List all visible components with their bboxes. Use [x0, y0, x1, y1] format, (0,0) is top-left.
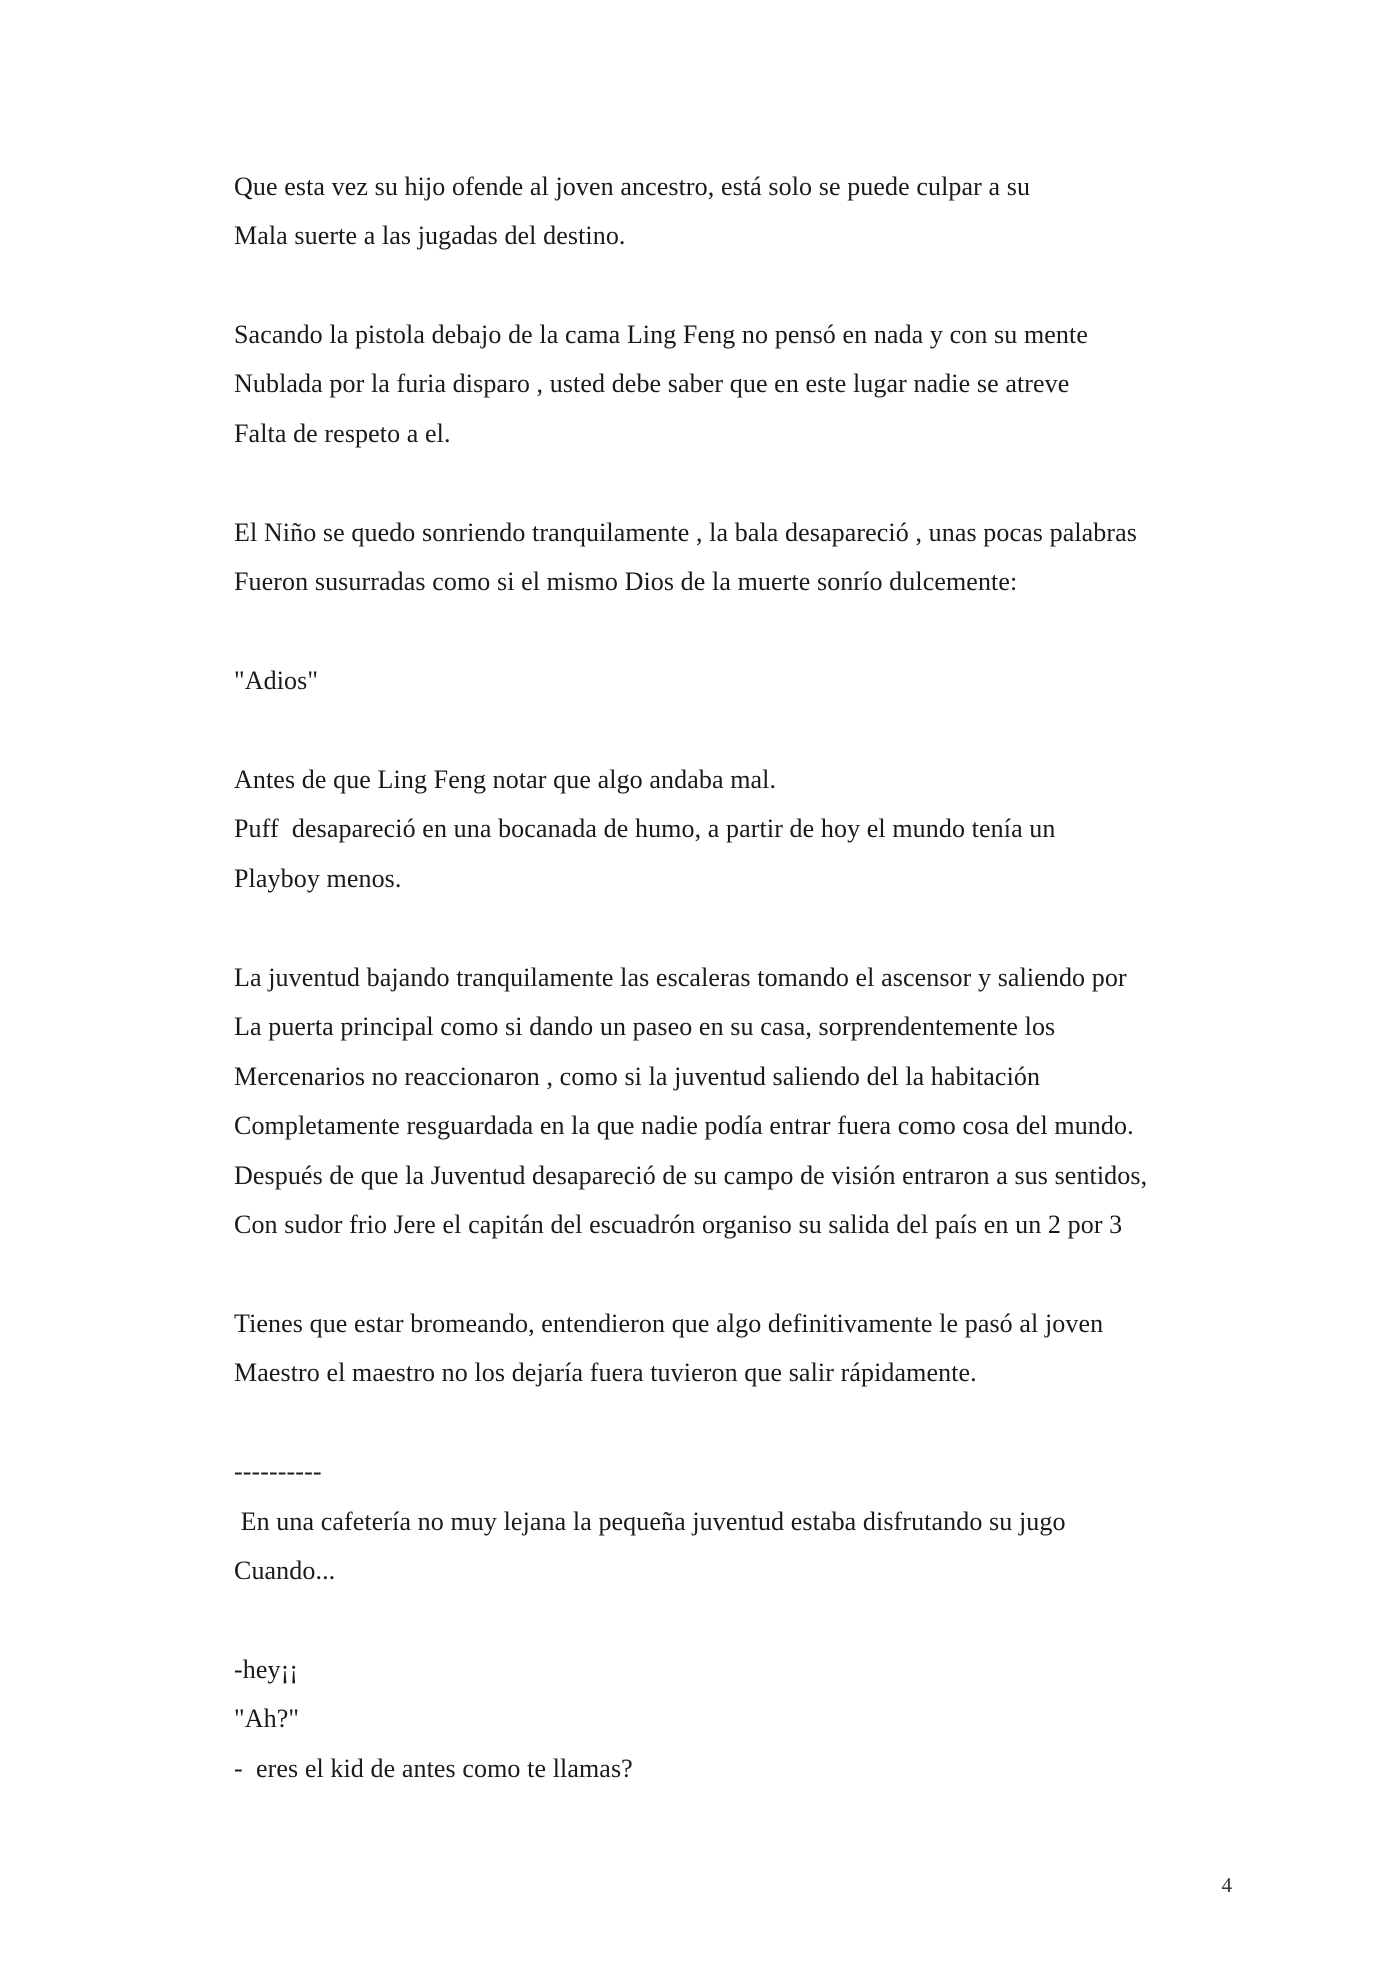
- dialogue-line: -hey¡¡: [234, 1655, 299, 1684]
- text-line: La juventud bajando tranquilamente las escaleras tomando el ascensor y saliendo por: [234, 963, 1127, 992]
- text-line: Playboy menos.: [234, 864, 402, 893]
- dialogue-line: - eres el kid de antes como te llamas?: [234, 1754, 633, 1783]
- page-number: 4: [1221, 1873, 1232, 1897]
- text-line: Que esta vez su hijo ofende al joven ancestro, está solo se puede culpar a su: [234, 172, 1031, 201]
- text-line: Nublada por la furia disparo , usted debe saber que en este lugar nadie se atreve: [234, 369, 1070, 398]
- text-line: En una cafetería no muy lejana la pequeña juventud estaba disfrutando su jugo: [234, 1507, 1066, 1536]
- text-line: Maestro el maestro no los dejaría fuera tuvieron que salir rápidamente.: [234, 1358, 977, 1387]
- text-line: Tienes que estar bromeando, entendieron que algo definitivamente le pasó al joven: [234, 1309, 1104, 1338]
- text-line: El Niño se quedo sonriendo tranquilamente , la bala desapareció , unas pocas palabras: [234, 518, 1138, 547]
- dialogue-line: "Ah?": [234, 1704, 300, 1733]
- text-line: La puerta principal como si dando un paseo en su casa, sorprendentemente los: [234, 1012, 1056, 1041]
- text-line: Falta de respeto a el.: [234, 419, 451, 448]
- text-line: Sacando la pistola debajo de la cama Ling Feng no pensó en nada y con su mente: [234, 320, 1088, 349]
- text-line: Mercenarios no reaccionaron , como si la juventud saliendo del la habitación: [234, 1062, 1041, 1091]
- text-line: Puff desapareció en una bocanada de humo, a partir de hoy el mundo tenía un: [234, 814, 1056, 843]
- text-line: Con sudor frio Jere el capitán del escuadrón organiso su salida del país en un 2 por 3: [234, 1210, 1123, 1239]
- section-divider: ----------: [234, 1457, 322, 1486]
- text-line: Cuando...: [234, 1556, 336, 1585]
- text-line: Mala suerte a las jugadas del destino.: [234, 221, 626, 250]
- text-line: Completamente resguardada en la que nadie podía entrar fuera como cosa del mundo.: [234, 1111, 1134, 1140]
- text-line: Fueron susurradas como si el mismo Dios de la muerte sonrío dulcemente:: [234, 567, 1018, 596]
- text-line: Antes de que Ling Feng notar que algo andaba mal.: [234, 765, 777, 794]
- text-line: Después de que la Juventud desapareció de su campo de visión entraron a sus sentidos,: [234, 1161, 1148, 1190]
- text-line: "Adios": [234, 666, 319, 695]
